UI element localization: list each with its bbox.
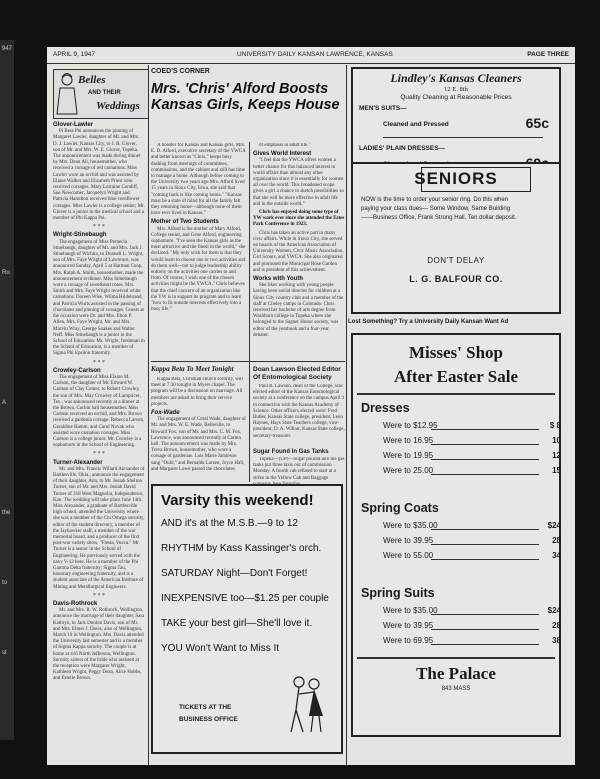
article-body: The engagement of Coral Wade, daughter of Mr. and Mrs. W. E. Wade, Belleville, to Howard Fox, son of Mr. and Mrs. C. M. Fox, Lawrence, was announced recently at Carbin hall. The announcement was made by Mrs. Treva Brown, housemother, who wore a corsage of gardenias. Lois Marie Jamieson sang "Ould," and Bernalda Larsen, Joyce Hall, and Margaret Lowe passed the chocolates.: [151, 417, 246, 472]
sale-price: $ 8: [549, 421, 561, 430]
dancing-couple-icon: [281, 672, 331, 736]
varsity-line: AND it's at the M.S.B.—9 to 12: [161, 518, 298, 529]
separator-stars: * * *: [93, 592, 105, 599]
leader-line: [431, 444, 539, 445]
varsity-dance-ad: [151, 484, 343, 754]
article-body: Mrs. Alford is the mother of Mary Alford, College senior, and Gene Alford, engineering sophomore. "I've seen the Kansas girls as the most attractive and the finest in the world," she declared. "My only wish for them is that they would learn to choose one or two activities and do them well—not to judge leadership ability entirely on the activities one carries to and from. Of course, I wish one of the chosen activities might be the YWCA." Chris believes that the chief concern of an organization like the YW is to support its program and to learn "how to fit outside interests effectively into a busy life.": [151, 226, 246, 313]
want-ad-promo: Lost Something? Try a University Daily Kansan Want Ad: [348, 319, 509, 325]
logo-and-their: AND THEIR: [88, 90, 121, 96]
sale-price: 38: [552, 636, 561, 645]
varsity-line: INEXPENSIVE too—$1.25 per couple: [161, 593, 329, 604]
coed-article-column-2: [253, 143, 345, 359]
logo-belles: Belles: [78, 74, 106, 86]
header-paper-name: UNIVERSITY DAILY KANSAN LAWRENCE, KANSAS: [237, 51, 393, 58]
was-price: Were to 19.95: [383, 451, 434, 460]
leader-line: [431, 529, 539, 530]
article-body: A booster for Kansas and Kansas girls, Mrs. E. D. Alford, executive secretary of the YWCA and better known as "Chris," keeps busy dashing from meetings of committees, commissions, and the cabinet and still has time to manage a home. Although before coming to the University two years ago Mrs. Alford lived 15 years in Sioux City, Iowa, she said that "coming back is like coming home." "Kansas must be a state of mind for all the family felt they returning home—although none of them have ever lived in Kansas.": [151, 143, 246, 217]
sale-price: 34: [552, 551, 561, 560]
article-heading: Crowley-Carlson: [53, 367, 101, 374]
price-row: [383, 451, 561, 463]
article-body: She likes working with young people having been social director for children at a Sioux City country club and a member of the staff at Cheley camps in Colorado. Chris received her bachelor of arts degree from Washburn college in Topeka where she belonged to the Sagner Honor society, was editor of the yearbook and a four-year debater.: [253, 283, 344, 338]
varsity-line: RHYTHM by Kass Kassinger's orch.: [161, 543, 322, 554]
suits-heading: Spring Suits: [361, 586, 435, 600]
page-header: [47, 47, 575, 64]
price-row: [383, 421, 561, 433]
sale-price: 28: [552, 621, 561, 630]
leader-line: [431, 559, 539, 560]
varsity-line: YOU Won't Want to Miss It: [161, 643, 280, 654]
was-price: Were to $35.00: [383, 521, 438, 530]
section-rule: [151, 361, 345, 362]
price-row: [383, 606, 561, 618]
price-row: [383, 436, 561, 448]
margin-scrap: A: [2, 400, 7, 406]
price-row: [383, 621, 561, 633]
price-row: [383, 636, 561, 648]
leader-line: [431, 474, 539, 475]
header-page-number: PAGE THREE: [527, 51, 569, 58]
cleaners-address: 12 E. 8th: [444, 86, 468, 93]
store-address: 843 MASS: [441, 686, 471, 692]
separator-stars: * * *: [93, 451, 105, 458]
shop-name: Misses' Shop: [409, 343, 503, 362]
leader-line: [431, 429, 539, 430]
article-body: Chris has taken an active part in many civic affairs. While in Sioux City, she served on boards of the American Association of University Women, Civic Music Association, Girl Scouts, and YWCA. She also originated and promoted the Municipal Rose Garden and is president of this achievement.: [253, 230, 344, 273]
margin-scrap: Ru: [2, 270, 10, 276]
article-heading: Turner-Alexander: [53, 459, 103, 466]
cleaners-tagline: Quality Cleaning at Reasonable Prices: [400, 94, 512, 101]
seniors-dont-delay: DON'T DELAY: [427, 256, 485, 265]
price-row: [383, 551, 561, 563]
society-column: [53, 120, 145, 763]
varsity-line: SATURDAY Night—Don't Forget!: [161, 568, 308, 579]
leader-line: [431, 614, 539, 615]
leader-line: [431, 629, 539, 630]
mens-service: Cleaned and Pressed: [383, 121, 449, 128]
was-price: Were to 69.95: [383, 636, 434, 645]
coed-article-column-1: [151, 143, 246, 359]
coats-heading: Spring Coats: [361, 501, 439, 515]
seniors-sponsor: L. G. BALFOUR CO.: [409, 274, 503, 284]
misses-shop-sale-ad: [351, 333, 561, 737]
was-price: Were to 25.00: [383, 466, 434, 475]
leader-line: [431, 644, 539, 645]
was-price: Were to $12.95: [383, 421, 438, 430]
article-body: Pi Beta Phi announces the pinning of Margaret Lawler, daughter of Mr. and Mrs. D. J. Lawler, Kansas City, to J. B. Glover, son of Mr. and Mrs. W. E. Glover, Topeka. The announcement was made during dinner by Mrs. Dean Ali, housemother, who received a corsage of red carnations. Miss Lawler wore an orchid and was assisted by Elaine Walker and Elizabeth Priest who received corsages. Mary Lorraine Condiff, Sue Newcomer, Jacquelyn Wright and Patricia Hamilton received blue cornflower corsages. Miss Lawler is a college senior; Mr. Glover is a junior in the medical school and a member of Phi Kappa Psi.: [53, 129, 145, 222]
article-subheading: Mother of Two Students: [151, 219, 219, 226]
column-rule: [346, 65, 347, 765]
article-body: Mr. and Mrs. Francis Willard Alexander of Bartlesville, Okla., announce the engagement of their daughter, Ann, to Mr. Josiah Shelton Turner, son of Mr. and Mrs. Josiah David Turner of 318 West Magnolia, Independence, Kan. The wedding will take place June 14th. Miss Alexander, a graduate of Bartlesville high school, attended the University where she was a member of the Chi Omega sorority, editor of the student directory, a member of the Jayhawker staff, a member of the war memorial board, and a producer of the first post-war variety show, "Fiesta, Yucca." Mr. Turner is a senior in the School of Engineering. He previously served with the navy V-12 here. He is a member of the Phi Gamma Delta fraternity; Sigma Tau, honorary engineering fraternity, and is a student associate of the American Institute of Mining and Metallurgical Engineers.: [53, 466, 145, 590]
was-price: Were to 39.95: [383, 621, 434, 630]
ladies-dresses-label: LADIES' PLAIN DRESSES—: [359, 145, 446, 152]
seniors-title: SENIORS: [414, 169, 498, 188]
kappa-beta-headline: Kappa Beta To Meet Tonight: [151, 365, 234, 373]
cleaners-name: Lindley's Kansas Cleaners: [390, 71, 522, 85]
tickets-line: BUSINESS OFFICE: [179, 716, 238, 723]
margin-scrap: to: [2, 580, 8, 586]
article-subheading: Works with Youth: [253, 276, 304, 283]
margin-scrap: 947: [2, 46, 13, 52]
seniors-ring-ad: [351, 162, 561, 314]
article-heading: Wright-Stinebaugh: [53, 232, 107, 239]
article-body: Paul B. Lawson, dean of the College, was elected editor of the Kansas Entomological society at a conference on the campus April 3 in connection with the Kansas Academy of Science. Other officers elected were: Fred Butler, Kansas State college, president; Leon Haynes, Hays State Teachers college, vice-president; D. A. Wilbur, Kansas State college, secretary-treasurer.: [253, 384, 345, 439]
doan-lawson-headline: Doan Lawson Elected Editor Of Entomological Society: [253, 366, 341, 381]
header-date: APRIL 9, 1947: [53, 51, 96, 58]
sale-title: After Easter Sale: [393, 367, 518, 386]
ad-divider: [357, 657, 555, 659]
sale-price: 10: [552, 436, 561, 445]
was-price: Were to 39.95: [383, 536, 434, 545]
sale-price: 12: [552, 451, 561, 460]
article-body: "I feel that the YWCA offers women a better chance for this balanced interest in world affairs than almost any other organization since it is essentially for women all over the world. This broadened scope gives a girl a chance to sketch possibilities so that she will be more effective in adult life and in the outside world.": [253, 158, 344, 207]
kappa-beta-column: [151, 377, 246, 483]
leader-line: [431, 459, 539, 460]
varsity-line: TAKE your best girl—She'll love it.: [161, 618, 313, 629]
article-heading: Glover-Lawler: [53, 122, 94, 128]
article-body: The engagement of Miss Elaine M. Carlson, the daughter of Mr. Edward W. Carlson of Clay Center, to Robert Crowley, the son of Mrs. May Crowley of Lampricer, Tex., was announced recently at a dinner at the Brown, Corbin hall housemother. Miss Carlson received an orchid, and Mrs. Brown received a gardenia corsage. Rebecca Larson, Geraldine Hamm, and Carol Novak who assisted wore carnation corsages. Miss Carlson is a college junior. Mr. Crowley is a sophomore in the School of Engineering.: [53, 374, 145, 449]
seniors-body: NOW is the time to order your senior ring. Do this when paying your class dues— Some Window, Same Building——Business Office, Frank Strong Hall. Ten dollar deposit.: [361, 197, 517, 221]
mens-suits-label: MEN'S SUITS—: [359, 105, 407, 112]
doan-lawson-column: [253, 384, 345, 448]
coeds-corner-label: COED'S CORNER: [151, 68, 210, 75]
sale-price: $24: [547, 521, 561, 530]
sale-price: 15: [552, 466, 561, 475]
varsity-tickets-note: [179, 702, 238, 726]
article-body: Topeka—(UP)—Sugar poured into the gas tanks put three taxis out of commission Monday. A fourth cab refused to start at a strike in the Yellow Cab and Baggage: [253, 457, 345, 481]
article-body: Kappa Beta, Christian church sorority, will meet at 7:30 tonight in Myers chapel. The program will be a discussion on marriage. All members are asked to bring their service projects.: [151, 377, 243, 407]
ad-divider: [357, 393, 555, 395]
newspaper-page: [47, 47, 575, 765]
leader-line: [431, 544, 539, 545]
price-row: [383, 521, 561, 533]
price-divider: [383, 137, 543, 138]
coed-article-title: Mrs. 'Chris' Alford Boosts Kansas Girls, Keeps House: [151, 81, 340, 113]
sugar-gas-tanks-headline: Sugar Found In Gas Tanks: [253, 449, 329, 455]
scanner-margin: [0, 40, 14, 740]
store-name: The Palace: [416, 664, 496, 683]
dresses-heading: Dresses: [361, 401, 410, 415]
article-heading: Fox-Wade: [151, 410, 180, 417]
article-body-bold: Chris has enjoyed doing some type of YW work ever since she attended the Estes Park Conference in 1923.: [253, 210, 345, 228]
article-subheading: Gives World Interest: [253, 151, 312, 158]
was-price: Were to 55.00: [383, 551, 434, 560]
article-body: Mr. and Mrs. R. W. Rothrock, Wellington, announce the marriage of their daughter, Sara Kathryn, to Jack Donlon Davis, son of Mr. and Mrs. Elmer J. Davis, also of Wellington, March 16 in Wellington. Mrs. Davis attended the University last semester and is a member of Sigma Kappa sorority. The couple is at home at 416 North Jefferson, Wellington. Sorority sisters of the bride who assisted at the reception were Margaret Wright, Kathleen Wright, Peggy Dean, Alice Hobbs, and Estelle Brown.: [53, 608, 145, 682]
logo-weddings: Weddings: [96, 100, 140, 112]
article-body: The engagement of Miss Pernecia Stinebaugh, daughter of Mr. and Mrs. Jack J. Stinebaugh of Wichita, to Donnell L. Wright, son of Mrs. Faye Wright of Lawrence, was announced Sunday, April 5 at Harman Coop. Mrs. Ralph A. Smith, housemother, made the announcement at dinner. Miss Stinebaugh wore a corsage of sweetheart roses. Mrs. Smith and Mrs. Faye Wright received white carnations. Doreen Wise, Wilma Hildebrand, and Patricia Wurts assisted in the passing of chocolates and pinning of corsages. Guests at the occasion were Dr. and Mrs. Elton P. Allen, Mrs. Faye Wright, Mr. and Mrs. Marvin Wray, George Soakes and Walter Neff. Miss Stinebaugh is a junior in the School of Education. Mr. Wright, freshman in the School of Education, is a member of Sigma Phi Epsilon fraternity.: [53, 239, 145, 357]
was-price: Were to 16.95: [383, 436, 434, 445]
sale-price: 28: [552, 536, 561, 545]
article-heading: Davis-Rothrock: [53, 601, 98, 608]
was-price: Were to $35.00: [383, 606, 438, 615]
tickets-line: TICKETS AT THE: [179, 704, 232, 711]
price-row: [383, 466, 561, 478]
bride-illustration-icon: [56, 72, 78, 116]
margin-scrap: the: [2, 510, 11, 516]
varsity-headline: Varsity this weekend!: [161, 492, 314, 509]
column-rule: [249, 142, 250, 482]
price-row: [383, 536, 561, 548]
separator-stars: * * *: [93, 224, 105, 231]
sugar-gas-tanks-column: [253, 457, 345, 485]
column-rule: [148, 65, 149, 765]
article-body: of emphasis in adult life.": [259, 143, 311, 148]
margin-scrap: st: [2, 650, 7, 656]
belles-and-their-weddings-logo: [53, 69, 149, 119]
sale-price: $24: [547, 606, 561, 615]
mens-price: 65c: [525, 115, 549, 131]
separator-stars: * * *: [93, 359, 105, 366]
